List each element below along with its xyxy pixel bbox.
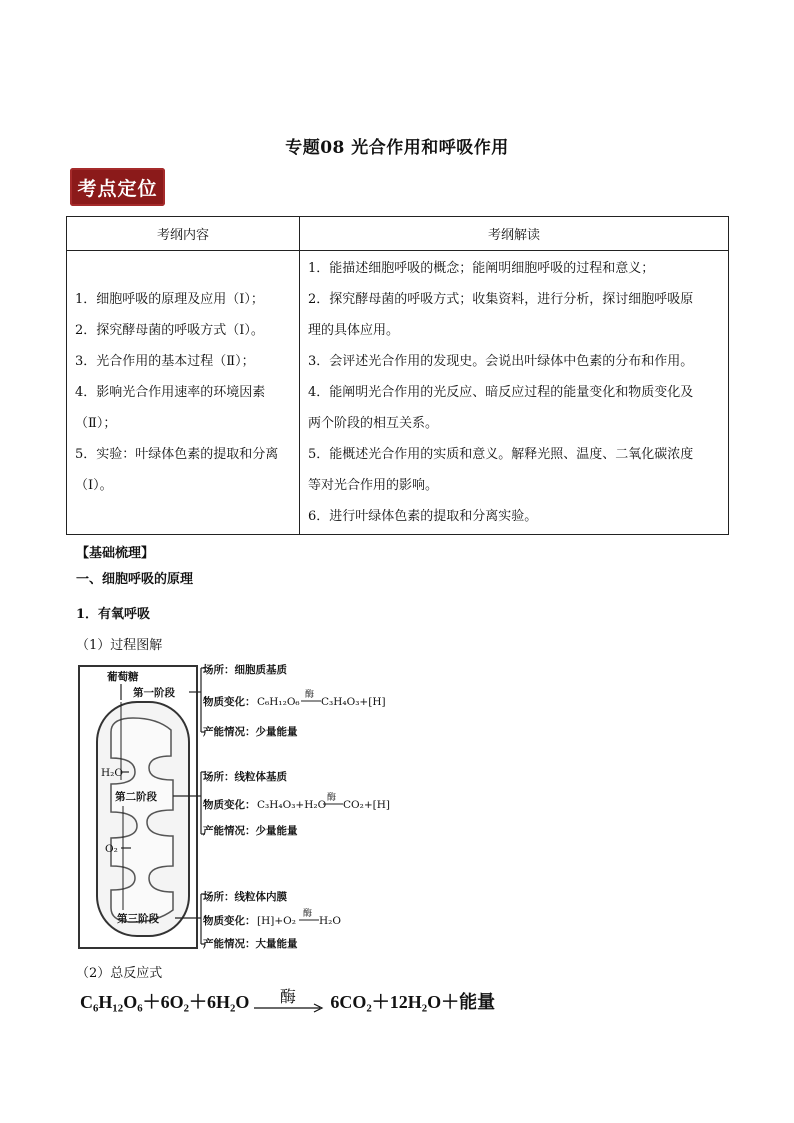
s3-change-right: H₂O	[319, 915, 341, 927]
overall-equation	[80, 988, 495, 1014]
s3-change-label: 物质变化：	[203, 915, 256, 927]
list-item: 2．探究酵母菌的呼吸方式；收集资料，进行分析，探讨细胞呼吸原	[308, 292, 694, 307]
h2o-label: H₂O	[101, 767, 123, 779]
list-item: 1．细胞呼吸的原理及应用（Ⅰ）；	[75, 292, 264, 307]
s1-place: 场所：细胞质基质	[203, 664, 287, 676]
s1-energy: 产能情况：少量能量	[203, 726, 298, 738]
list-item: 6．进行叶绿体色素的提取和分离实验。	[308, 509, 538, 524]
list-item: 5．能概述光合作用的实质和意义。解释光照、温度、二氧化碳浓度	[308, 447, 694, 462]
glucose-label: 葡萄糖	[107, 671, 139, 683]
part1-heading: 一、细胞呼吸的原理	[76, 572, 194, 587]
stage1-label: 第一阶段	[133, 687, 175, 699]
list-item: 3．光合作用的基本过程（Ⅱ）；	[75, 354, 255, 369]
s2-change-right: CO₂+[H]	[343, 799, 390, 811]
s1-change-label: 物质变化：	[203, 696, 256, 708]
s3-energy: 产能情况：大量能量	[203, 938, 298, 950]
equation-arrow	[254, 988, 326, 1014]
o2-label: O₂	[105, 843, 118, 855]
item1-label: （1）过程图解	[76, 638, 163, 653]
stage3-label: 第三阶段	[117, 913, 159, 925]
sub1-heading: 1．有氧呼吸	[76, 607, 151, 622]
item2-label: （2）总反应式	[76, 966, 163, 981]
syllabus-interpretation-cell	[300, 251, 729, 535]
list-item: 两个阶段的相互关系。	[308, 416, 439, 431]
s2-energy: 产能情况：少量能量	[203, 825, 298, 837]
list-item: 4．能阐明光合作用的光反应、暗反应过程的能量变化和物质变化及	[308, 385, 694, 400]
list-item: 1．能描述细胞呼吸的概念；能阐明细胞呼吸的过程和意义；	[308, 261, 655, 276]
syllabus-content-cell	[67, 251, 300, 535]
s3-change-left: [H]+O₂	[257, 915, 296, 927]
page-title: 专题08 光合作用和呼吸作用	[285, 138, 509, 158]
s3-enzyme: 酶	[303, 909, 313, 919]
list-item: 2．探究酵母菌的呼吸方式（Ⅰ）。	[75, 323, 264, 338]
table-header-content: 考纲内容	[67, 217, 300, 251]
s2-change-label: 物质变化：	[203, 799, 256, 811]
s3-place: 场所：线粒体内膜	[203, 891, 287, 903]
list-item: 理的具体应用。	[308, 323, 400, 338]
section-badge: 考点定位	[70, 168, 165, 206]
arrow-icon	[254, 1000, 326, 1020]
list-item: （Ⅱ）；	[75, 416, 117, 431]
equation-left: C₆H₁₂O₆＋6O₂＋6H₂O	[80, 992, 250, 1012]
basics-heading: 【基础梳理】	[76, 546, 155, 561]
s1-change-right: C₃H₄O₃+[H]	[321, 696, 386, 708]
equation-enzyme: 酶	[279, 988, 296, 1006]
list-item: 5．实验：叶绿体色素的提取和分离	[75, 447, 279, 462]
table-header-row	[67, 217, 729, 251]
stage2-label: 第二阶段	[115, 791, 157, 803]
table-row	[67, 251, 729, 535]
mitochondria-diagram	[77, 660, 407, 952]
s2-enzyme: 酶	[327, 793, 337, 803]
s2-change-left: C₃H₄O₃+H₂O	[257, 799, 327, 811]
table-header-interpretation: 考纲解读	[300, 217, 729, 251]
s1-enzyme: 酶	[305, 690, 315, 700]
equation-right: 6CO₂＋12H₂O＋能量	[330, 992, 496, 1012]
syllabus-table	[66, 216, 729, 535]
list-item: 4．影响光合作用速率的环境因素	[75, 385, 266, 400]
list-item: 等对光合作用的影响。	[308, 478, 439, 493]
list-item: （Ⅰ）。	[75, 478, 113, 493]
s2-place: 场所：线粒体基质	[203, 771, 287, 783]
list-item: 3．会评述光合作用的发现史。会说出叶绿体中色素的分布和作用。	[308, 354, 694, 369]
s1-change-left: C₆H₁₂O₆	[257, 696, 300, 708]
